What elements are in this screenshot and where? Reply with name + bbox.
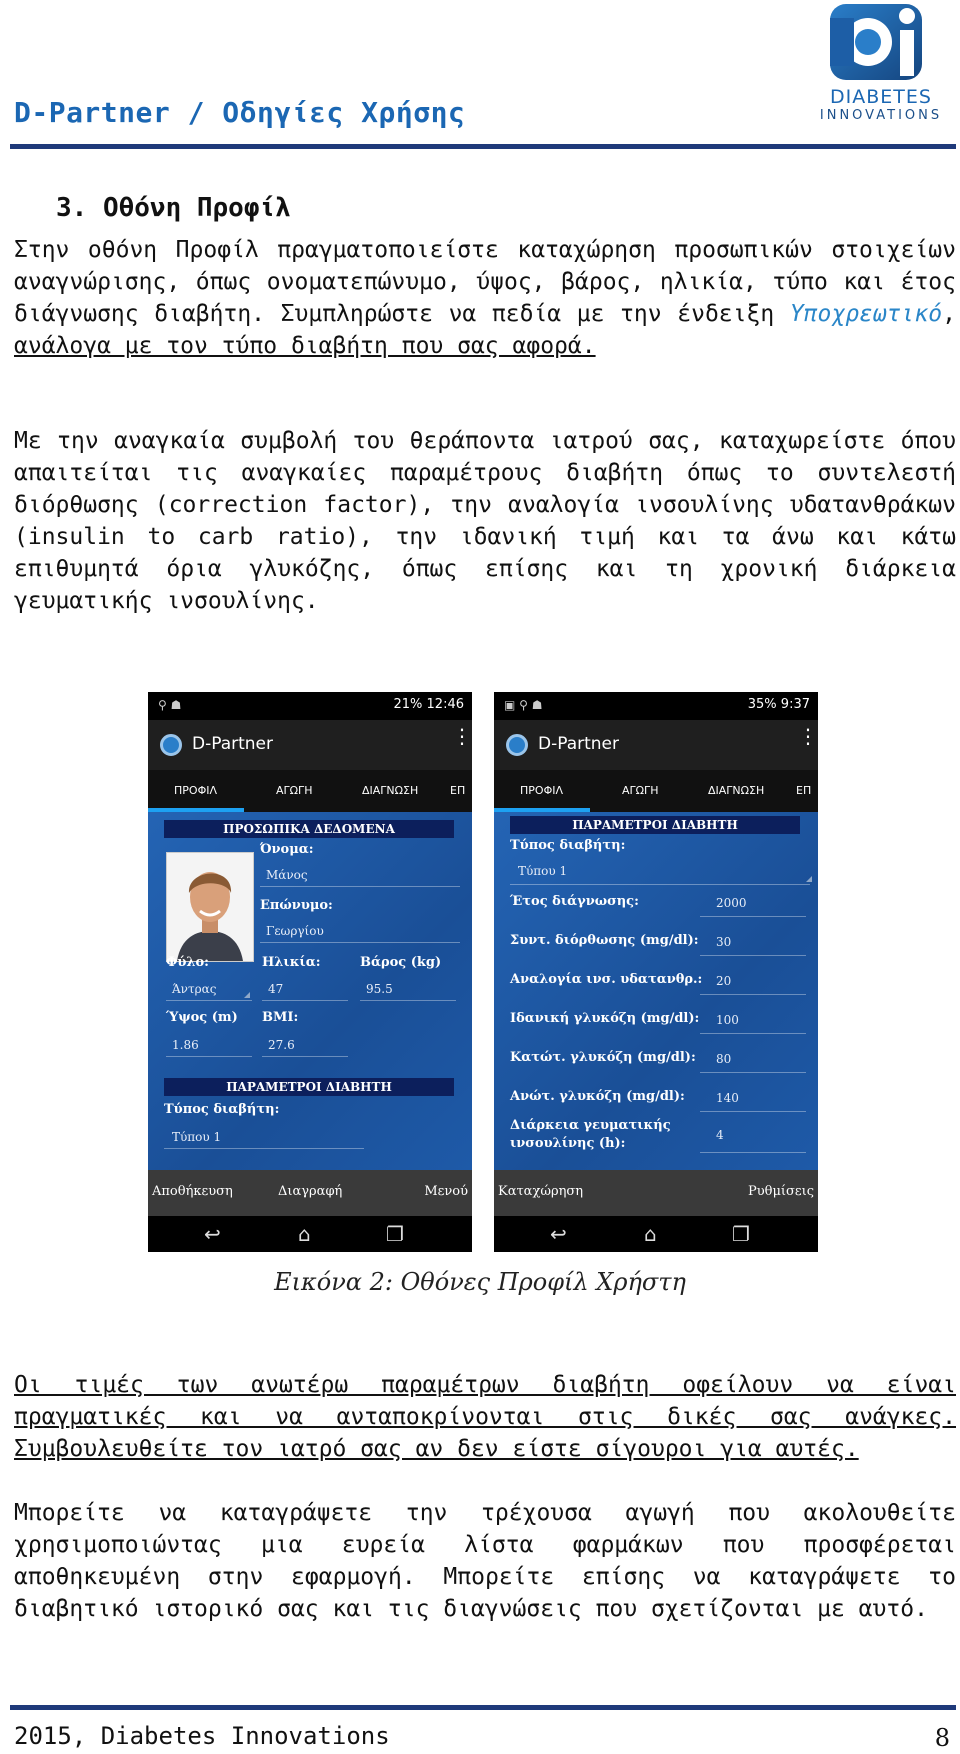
param-label: Κατώτ. γλυκόζη (mg/dl): bbox=[510, 1050, 696, 1065]
recent-apps-icon[interactable]: ❐ bbox=[732, 1222, 750, 1246]
param-underline bbox=[700, 1033, 806, 1034]
dropdown-arrow-icon bbox=[244, 992, 250, 998]
section-header-diabetes: ΠΑΡΑΜΕΤΡΟΙ ΔΙΑΒΗΤΗ bbox=[164, 1078, 454, 1096]
section-header-diabetes: ΠΑΡΑΜΕΤΡΟΙ ΔΙΑΒΗΤΗ bbox=[510, 816, 800, 834]
gender-select[interactable]: Άντρας bbox=[172, 982, 217, 996]
app-bar bbox=[148, 720, 472, 770]
status-battery-time: 35% 9:37 bbox=[747, 697, 810, 712]
weight-underline bbox=[360, 1000, 456, 1001]
usb-icon: ⚲ ☗ bbox=[158, 698, 182, 712]
required-keyword: Υποχρεωτικό bbox=[789, 301, 943, 327]
overflow-menu-icon[interactable]: ⋮ bbox=[452, 724, 472, 748]
header-divider bbox=[10, 144, 956, 149]
home-icon[interactable]: ⌂ bbox=[644, 1222, 657, 1246]
status-bar bbox=[494, 692, 818, 720]
bottom-action-bar bbox=[148, 1170, 472, 1216]
duration-underline bbox=[700, 1152, 806, 1153]
phone-screenshot-personal-data bbox=[148, 692, 472, 1252]
param-field[interactable]: 140 bbox=[716, 1091, 739, 1105]
age-label: Ηλικία: bbox=[262, 955, 321, 970]
param-underline bbox=[700, 1111, 806, 1112]
surname-label: Επώνυμο: bbox=[260, 898, 333, 913]
menu-button[interactable]: Μενού bbox=[424, 1184, 468, 1199]
dropdown-arrow-icon bbox=[806, 876, 812, 882]
settings-button[interactable]: Ρυθμίσεις bbox=[747, 1184, 814, 1199]
footer-divider bbox=[10, 1705, 956, 1710]
tab-treatment[interactable]: ΑΓΩΓΗ bbox=[622, 784, 659, 797]
diabetes-type-label: Τύπος διαβήτη: bbox=[510, 838, 626, 853]
param-label: Ανώτ. γλυκόζη (mg/dl): bbox=[510, 1089, 685, 1104]
tab-more[interactable]: ΕΠ bbox=[450, 784, 466, 797]
paragraph-warning: Οι τιμές των ανωτέρω παραμέτρων διαβήτη οφείλουν να είναι πραγματικές και να ανταποκρίνονται στις δικές σας ανάγκες. Συμβουλευθείτε τον ιατρό σας αν δεν είστε σίγουροι για αυτές. bbox=[14, 1372, 956, 1462]
bottom-action-bar bbox=[494, 1170, 818, 1216]
name-label: Όνομα: bbox=[260, 842, 314, 857]
app-logo-icon bbox=[160, 734, 182, 756]
section-header-personal: ΠΡΟΣΩΠΙΚΑ ΔΕΔΟΜΕΝΑ bbox=[164, 820, 454, 838]
param-field[interactable]: 80 bbox=[716, 1052, 732, 1066]
duration-label-line2: ινσουλίνης (h): bbox=[510, 1136, 626, 1151]
diabetes-type-underline bbox=[164, 1148, 364, 1149]
tab-diagnosis[interactable]: ΔΙΑΓΝΩΣΗ bbox=[362, 784, 419, 797]
section-title: 3. Οθόνη Προφίλ bbox=[56, 193, 291, 223]
tab-profile[interactable]: ΠΡΟΦΙΛ bbox=[520, 784, 563, 797]
param-underline bbox=[700, 1072, 806, 1073]
save-button[interactable]: Αποθήκευση bbox=[152, 1184, 233, 1199]
profile-form bbox=[148, 812, 472, 1170]
page-number: 8 bbox=[934, 1724, 950, 1752]
age-field[interactable]: 47 bbox=[268, 982, 284, 996]
diabetes-type-underline bbox=[510, 884, 810, 885]
surname-field[interactable]: Γεωργίου bbox=[266, 924, 324, 938]
back-icon[interactable]: ↩ bbox=[550, 1222, 567, 1246]
bmi-value: 27.6 bbox=[268, 1038, 295, 1052]
param-field[interactable]: 30 bbox=[716, 935, 732, 949]
register-button[interactable]: Καταχώρηση bbox=[498, 1184, 584, 1199]
height-field[interactable]: 1.86 bbox=[172, 1038, 199, 1052]
footer-copyright: 2015, Diabetes Innovations bbox=[14, 1722, 390, 1750]
diabetes-type-select[interactable]: Τύπου 1 bbox=[172, 1130, 222, 1144]
home-icon[interactable]: ⌂ bbox=[298, 1222, 311, 1246]
param-label: Αναλογία ινσ. υδατανθρ.: bbox=[510, 972, 703, 987]
weight-field[interactable]: 95.5 bbox=[366, 982, 393, 996]
tab-treatment[interactable]: ΑΓΩΓΗ bbox=[276, 784, 313, 797]
paragraph-intro-text: Στην οθόνη Προφίλ πραγματοποιείστε καταχώρηση προσωπικών στοιχείων αναγνώρισης, όπως ονοματεπώνυμο, ύψος, βάρος, ηλικία, τύπο και έτος διάγνωσης διαβήτη. Συμπληρώστε να πεδία με την ένδειξη bbox=[14, 237, 956, 327]
paragraph-intro-separator: , bbox=[942, 301, 956, 327]
app-title: D-Partner bbox=[538, 734, 620, 754]
paragraph-intro-underlined: ανάλογα με τον τύπο διαβήτη που σας αφορά. bbox=[14, 333, 596, 359]
name-field[interactable]: Μάνος bbox=[266, 868, 308, 882]
diabetes-type-select[interactable]: Τύπου 1 bbox=[518, 864, 568, 878]
diabetes-innovations-logo bbox=[806, 2, 956, 126]
paragraph-treatment: Μπορείτε να καταγράψετε την τρέχουσα αγωγή που ακολουθείτε χρησιμοποιώντας μια ευρεία λίστα φαρμάκων που προσφέρεται αποθηκευμένη στην εφαρμογή. Μπορείτε επίσης να καταγράψετε το διαβητικό ιστορικό σας και τις διαγνώσεις που σχετίζονται με αυτό. bbox=[14, 1500, 956, 1622]
height-underline bbox=[166, 1056, 252, 1057]
android-nav-bar bbox=[148, 1216, 472, 1252]
back-icon[interactable]: ↩ bbox=[204, 1222, 221, 1246]
logo-text-sub: INNOVATIONS bbox=[819, 108, 943, 123]
diabetes-type-label: Τύπος διαβήτη: bbox=[164, 1102, 280, 1117]
app-title: D-Partner bbox=[192, 734, 274, 754]
phone-screenshot-diabetes-parameters bbox=[494, 692, 818, 1252]
duration-field[interactable]: 4 bbox=[716, 1128, 724, 1142]
status-bar bbox=[148, 692, 472, 720]
param-field[interactable]: 100 bbox=[716, 1013, 739, 1027]
age-underline bbox=[262, 1000, 348, 1001]
param-label: Έτος διάγνωσης: bbox=[510, 894, 639, 909]
bmi-label: BMI: bbox=[262, 1010, 299, 1025]
duration-label-line1: Διάρκεια γευματικής bbox=[510, 1118, 671, 1133]
param-field[interactable]: 2000 bbox=[716, 896, 747, 910]
delete-button[interactable]: Διαγραφή bbox=[278, 1184, 343, 1199]
paragraph-parameters: Με την αναγκαία συμβολή του θεράποντα ιατρού σας, καταχωρείστε όπου απαιτείται τις αναγκαίες παραμέτρους διαβήτη όπως το συντελεστή διόρθωσης (correction factor), την αναλογία ινσουλίνης υδατανθράκων (insulin to carb ratio), την ιδανική τιμή και τα άνω και κάτω επιθυμητά όρια γλυκόζης, όπως επίσης και τη χρονική διάρκεια γευματικής ινσουλίνης. bbox=[14, 428, 956, 614]
param-underline bbox=[700, 994, 806, 995]
param-label: Ιδανική γλυκόζη (mg/dl): bbox=[510, 1011, 700, 1026]
bmi-underline bbox=[262, 1056, 348, 1057]
diabetes-parameters-form bbox=[494, 812, 818, 1170]
app-logo-icon bbox=[506, 734, 528, 756]
figure-caption: Εικόνα 2: Οθόνες Προφίλ Χρήστη bbox=[274, 1268, 686, 1296]
tab-more[interactable]: ΕΠ bbox=[796, 784, 812, 797]
recent-apps-icon[interactable]: ❐ bbox=[386, 1222, 404, 1246]
tab-profile[interactable]: ΠΡΟΦΙΛ bbox=[174, 784, 217, 797]
paragraph-intro bbox=[14, 234, 956, 362]
profile-photo[interactable] bbox=[166, 852, 254, 962]
notification-icons: ▣ ⚲ ☗ bbox=[504, 698, 543, 712]
logo-text-main: DIABETES bbox=[830, 86, 932, 108]
tab-diagnosis[interactable]: ΔΙΑΓΝΩΣΗ bbox=[708, 784, 765, 797]
gender-label: Φύλο: bbox=[166, 955, 209, 970]
avatar-icon bbox=[167, 853, 253, 961]
document-header-title: D-Partner / Οδηγίες Χρήσης bbox=[14, 96, 466, 129]
overflow-menu-icon[interactable]: ⋮ bbox=[798, 724, 818, 748]
android-nav-bar bbox=[494, 1216, 818, 1252]
tab-bar bbox=[494, 770, 818, 812]
param-underline bbox=[700, 916, 806, 917]
surname-field-underline bbox=[260, 942, 460, 943]
logo-mark-icon bbox=[806, 2, 956, 86]
param-field[interactable]: 20 bbox=[716, 974, 732, 988]
param-underline bbox=[700, 955, 806, 956]
weight-label: Βάρος (kg) bbox=[360, 955, 442, 970]
param-label: Συντ. διόρθωσης (mg/dl): bbox=[510, 933, 699, 948]
height-label: Ύψος (m) bbox=[166, 1010, 238, 1025]
tab-bar bbox=[148, 770, 472, 812]
gender-underline bbox=[166, 1000, 252, 1001]
app-bar bbox=[494, 720, 818, 770]
name-field-underline bbox=[260, 886, 460, 887]
status-battery-time: 21% 12:46 bbox=[393, 697, 464, 712]
